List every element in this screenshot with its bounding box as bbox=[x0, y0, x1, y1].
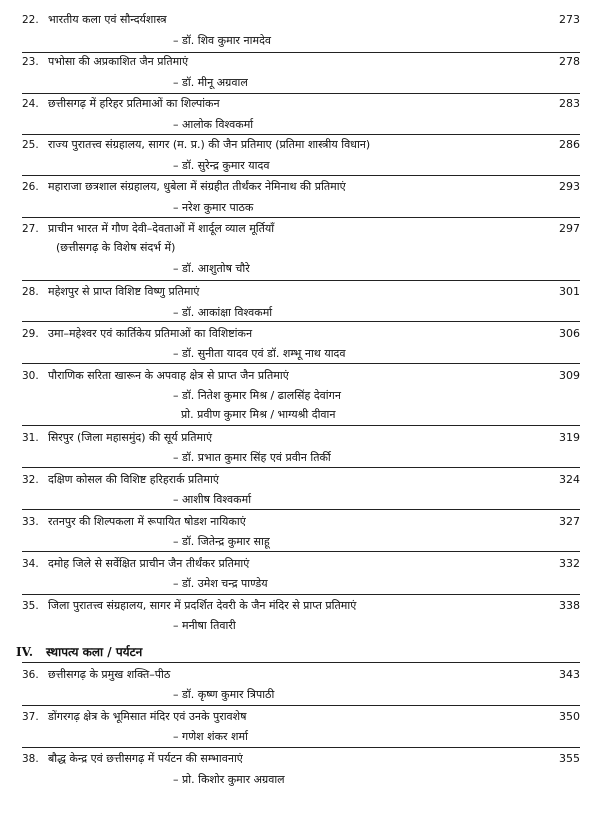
entry-title-line bbox=[22, 513, 580, 531]
section-title: स्थापत्य कला / पर्यटन bbox=[46, 645, 143, 659]
entry-page-number: 343 bbox=[559, 668, 580, 681]
entry-page-number: 332 bbox=[559, 557, 580, 570]
entry-number: 26. bbox=[22, 181, 39, 193]
entry-title: भारतीय कला एवं सौन्दर्यशास्त्र bbox=[48, 13, 167, 26]
entry-title: महाराजा छत्रशाल संग्रहालय, धुबेला में संग्रहीत तीर्थंकर नेमिनाथ की प्रतिमाएं bbox=[48, 180, 346, 193]
divider bbox=[22, 280, 580, 281]
entry-title: प्राचीन भारत में गौण देवी–देवताओं में शार्दूल व्याल मूर्तियाँ bbox=[48, 222, 275, 235]
section-divider bbox=[22, 662, 580, 663]
entry-number: 32. bbox=[22, 474, 39, 486]
entry-title-line bbox=[22, 178, 580, 196]
entry-title-line bbox=[22, 136, 580, 154]
entry-author: प्रो. प्रवीण कुमार मिश्र / भाग्यश्री दीवान bbox=[181, 408, 336, 421]
entry-title: पभोसा की अप्रकाशित जैन प्रतिमाएं bbox=[48, 55, 189, 68]
entry-author: – डॉ. कृष्ण कुमार त्रिपाठी bbox=[173, 688, 275, 701]
entry-title-line bbox=[22, 367, 580, 385]
entry-number: 25. bbox=[22, 139, 39, 151]
entry-number: 36. bbox=[22, 669, 39, 681]
entry-title: जिला पुरातत्त्व संग्रहालय, सागर में प्रदर्शित देवरी के जैन मंदिर से प्राप्त प्रतिमाएं bbox=[48, 599, 357, 612]
entry-number: 27. bbox=[22, 223, 39, 235]
divider bbox=[22, 467, 580, 468]
entry-number: 24. bbox=[22, 98, 39, 110]
entry-number: 29. bbox=[22, 328, 39, 340]
entry-author: – नरेश कुमार पाठक bbox=[173, 201, 254, 214]
entry-author: – डॉ. जितेन्द्र कुमार साहू bbox=[173, 535, 270, 548]
entry-title: राज्य पुरातत्त्व संग्रहालय, सागर (म. प्र.) की जैन प्रतिमाए (प्रतिमा शास्त्रीय विधान) bbox=[48, 138, 371, 151]
entry-title: रतनपुर की शिल्पकला में रूपायित षोडश नायिकाएं bbox=[48, 515, 246, 528]
divider bbox=[22, 425, 580, 426]
entry-title: छत्तीसगढ़ में हरिहर प्रतिमाओं का शिल्पांकन bbox=[48, 97, 220, 110]
divider bbox=[22, 594, 580, 595]
entry-title: दक्षिण कोसल की विशिष्ट हरिहरार्क प्रतिमाएं bbox=[48, 473, 219, 486]
entry-title-line bbox=[22, 555, 580, 573]
entry-title-line bbox=[22, 220, 580, 238]
entry-title: छत्तीसगढ़ के प्रमुख शक्ति–पीठ bbox=[48, 668, 171, 681]
entry-author: – डॉ. उमेश चन्द्र पाण्डेय bbox=[173, 577, 268, 590]
entry-number: 33. bbox=[22, 516, 39, 528]
entry-title-line bbox=[22, 283, 580, 301]
section-heading bbox=[16, 642, 142, 662]
entry-title-line bbox=[22, 11, 580, 29]
divider bbox=[22, 509, 580, 510]
entry-author: – डॉ. आशुतोष चौरे bbox=[173, 262, 250, 275]
divider bbox=[22, 551, 580, 552]
entry-page-number: 338 bbox=[559, 599, 580, 612]
entry-author: – मनीषा तिवारी bbox=[173, 619, 236, 632]
entry-page-number: 293 bbox=[559, 180, 580, 193]
entry-author: – आशीष विश्वकर्मा bbox=[173, 493, 252, 506]
entry-number: 22. bbox=[22, 14, 39, 26]
entry-author: – आलोक विश्वकर्मा bbox=[173, 118, 254, 131]
entry-title-line bbox=[22, 95, 580, 113]
entry-author: – डॉ. शिव कुमार नामदेव bbox=[173, 34, 272, 47]
entry-number: 38. bbox=[22, 753, 39, 765]
entry-page-number: 350 bbox=[559, 710, 580, 723]
entry-title: दमोह जिले से सर्वेक्षित प्राचीन जैन तीर्थंकर प्रतिमाएं bbox=[48, 557, 250, 570]
entry-page-number: 286 bbox=[559, 138, 580, 151]
entry-author: – डॉ. नितेश कुमार मिश्र / ढालसिंह देवांगन bbox=[173, 389, 341, 402]
entry-author: – डॉ. सुरेन्द्र कुमार यादव bbox=[173, 159, 270, 172]
entry-page-number: 297 bbox=[559, 222, 580, 235]
divider bbox=[22, 175, 580, 176]
entry-author: – डॉ. मीनू अग्रवाल bbox=[173, 76, 248, 89]
divider bbox=[22, 217, 580, 218]
entry-page-number: 278 bbox=[559, 55, 580, 68]
entry-number: 35. bbox=[22, 600, 39, 612]
entry-page-number: 273 bbox=[559, 13, 580, 26]
entry-author: – डॉ. प्रभात कुमार सिंह एवं प्रवीन तिर्की bbox=[173, 451, 331, 464]
entry-title: महेशपुर से प्राप्त विशिष्ट विष्णु प्रतिमाएं bbox=[48, 285, 200, 298]
entry-author: – डॉ. आकांक्षा विश्वकर्मा bbox=[173, 306, 273, 319]
entry-page-number: 306 bbox=[559, 327, 580, 340]
divider bbox=[22, 93, 580, 94]
entry-author: – गणेश शंकर शर्मा bbox=[173, 730, 248, 743]
entry-title-line bbox=[22, 750, 580, 768]
entry-number: 34. bbox=[22, 558, 39, 570]
entry-title: पौराणिक सरिता खारून के अपवाह क्षेत्र से प्राप्त जैन प्रतिमाएं bbox=[48, 369, 289, 382]
entry-number: 37. bbox=[22, 711, 39, 723]
entry-number: 30. bbox=[22, 370, 39, 382]
entry-page-number: 327 bbox=[559, 515, 580, 528]
entry-page-number: 319 bbox=[559, 431, 580, 444]
entry-page-number: 355 bbox=[559, 752, 580, 765]
entry-title-line bbox=[22, 471, 580, 489]
entry-author: – डॉ. सुनीता यादव एवं डॉ. शम्भू नाथ यादव bbox=[173, 347, 346, 360]
entry-title: डोंगरगढ़ क्षेत्र के भूमिसात मंदिर एवं उनके पुरावशेष bbox=[48, 710, 247, 723]
entry-title-line bbox=[22, 429, 580, 447]
divider bbox=[22, 321, 580, 322]
entry-number: 23. bbox=[22, 56, 39, 68]
entry-author: – प्रो. किशोर कुमार अग्रवाल bbox=[173, 773, 285, 786]
entry-title-line bbox=[22, 666, 580, 684]
entry-title: सिरपुर (जिला महासमुंद) की सूर्य प्रतिमाएं bbox=[48, 431, 213, 444]
entry-page-number: 301 bbox=[559, 285, 580, 298]
divider bbox=[22, 134, 580, 135]
entry-page-number: 324 bbox=[559, 473, 580, 486]
entry-title: बौद्ध केन्द्र एवं छत्तीसगढ़ में पर्यटन की सम्भावनाएं bbox=[48, 752, 243, 765]
section-roman-numeral: IV. bbox=[16, 645, 34, 659]
divider bbox=[22, 705, 580, 706]
divider bbox=[22, 363, 580, 364]
entry-number: 28. bbox=[22, 286, 39, 298]
entry-title-line bbox=[22, 325, 580, 343]
entry-title-line bbox=[22, 708, 580, 726]
entry-title-continuation: (छत्तीसगढ़ के विशेष संदर्भ में) bbox=[56, 241, 176, 254]
entry-title: उमा–महेश्वर एवं कार्तिकेय प्रतिमाओं का विशिष्टांकन bbox=[48, 327, 253, 340]
entry-title-line bbox=[22, 597, 580, 615]
entry-title-line bbox=[22, 53, 580, 71]
entry-page-number: 283 bbox=[559, 97, 580, 110]
divider bbox=[22, 747, 580, 748]
entry-page-number: 309 bbox=[559, 369, 580, 382]
entry-number: 31. bbox=[22, 432, 39, 444]
